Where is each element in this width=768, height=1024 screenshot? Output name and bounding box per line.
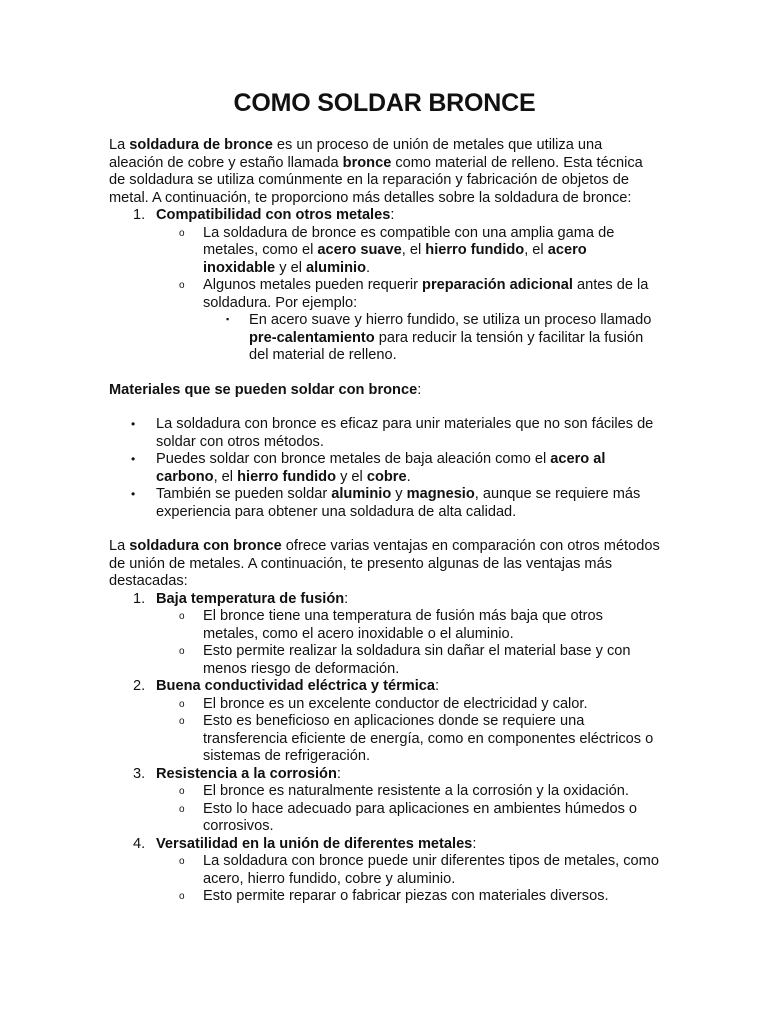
bold-term: bronce [342, 154, 392, 171]
circle-bullet-icon: o [179, 803, 185, 815]
list-item [109, 207, 660, 225]
sub-list-item [109, 801, 660, 836]
text-run: El bronce es naturalmente resistente a la corrosión y la oxidación. [203, 783, 629, 799]
list-heading: Versatilidad en la unión de diferentes metales [156, 835, 473, 852]
list-number: 1. [133, 590, 146, 607]
square-bullet-icon: ▪ [226, 314, 230, 324]
text-run: ofrece varias ventajas en comparación con otros métodos de unión de metales. A continuación, te presento algunas de las ventajas más destacadas: [109, 538, 660, 589]
intro-paragraph [109, 137, 660, 207]
bold-term: magnesio [406, 486, 475, 502]
bullet-icon: • [131, 487, 136, 501]
circle-bullet-icon: o [179, 891, 185, 902]
list-heading: Baja temperatura de fusión [156, 590, 345, 607]
bold-term: cobre [366, 468, 407, 485]
circle-bullet-icon: o [179, 786, 185, 797]
text-run: Esto lo hace adecuado para aplicaciones en ambientes húmedos o corrosivos. [203, 800, 638, 834]
text-run: antes de la soldadura. Por ejemplo: [203, 277, 649, 311]
circle-bullet-icon: o [179, 698, 185, 710]
list-item [109, 486, 660, 521]
text-run: y el [275, 259, 306, 276]
sub-list-item [109, 853, 660, 888]
list-item [109, 766, 660, 784]
list-item [109, 591, 660, 609]
list-heading: Resistencia a la corrosión [156, 765, 337, 782]
sub-list-item [109, 608, 660, 643]
sub-sub-list-item [109, 312, 660, 365]
spacer [109, 521, 660, 538]
list-heading: Compatibilidad con otros metales [156, 207, 391, 223]
text-run: es un proceso de unión de metales que utiliza una aleación de cobre y estaño llamada [109, 137, 603, 171]
text-run: , el [524, 242, 548, 258]
list-item [109, 836, 660, 854]
bullet-icon: • [131, 452, 136, 466]
list-item [109, 416, 660, 451]
page-title: COMO SOLDAR BRONCE [233, 89, 536, 117]
text-run: , el [213, 468, 238, 485]
list-number: 2. [133, 678, 146, 694]
text-run: y el [336, 468, 367, 485]
spacer [109, 365, 660, 382]
bold-term: soldadura con bronce [129, 538, 282, 554]
text-run: . [406, 468, 411, 485]
text-run: , el [401, 242, 426, 258]
text-run: Algunos metales pueden requerir [203, 277, 423, 293]
circle-bullet-icon: o [179, 227, 185, 239]
sub-list-item [109, 643, 660, 678]
bold-term: preparación adicional [422, 277, 573, 293]
bold-term: pre-calentamiento [249, 329, 375, 346]
sub-list-item [109, 277, 660, 312]
text-run: La soldadura con bronce es eficaz para unir materiales que no son fáciles de soldar con otros métodos. [156, 416, 654, 450]
circle-bullet-icon: o [179, 856, 185, 867]
text-run: : [344, 590, 349, 607]
list-item [109, 678, 660, 696]
text-run: : [435, 678, 440, 694]
circle-bullet-icon: o [179, 280, 185, 291]
circle-bullet-icon: o [179, 646, 185, 657]
text-run: En acero suave y hierro fundido, se utiliza un proceso llamado [249, 312, 652, 328]
spacer [109, 399, 660, 416]
bold-term: hierro fundido [425, 242, 525, 258]
text-run: El bronce es un excelente conductor de electricidad y calor. [203, 695, 588, 712]
list-heading: Buena conductividad eléctrica y térmica [156, 678, 436, 694]
text-run: La soldadura de bronce es compatible con una amplia gama de metales, como el [203, 224, 615, 258]
text-run: : [336, 765, 341, 782]
text-run: La [109, 538, 130, 554]
text-run: : [390, 207, 395, 223]
text-run: La soldadura con bronce puede unir diferentes tipos de metales, como acero, hierro fundido, cobre y aluminio. [203, 853, 659, 887]
text-run: Puedes soldar con bronce metales de baja aleación como el [156, 451, 551, 467]
circle-bullet-icon: o [179, 716, 185, 727]
text-run: : [472, 835, 477, 852]
text-run: El bronce tiene una temperatura de fusión más baja que otros metales, como el acero inoxidable o el aluminio. [203, 608, 603, 642]
list-number: 3. [133, 765, 146, 782]
advantages-list [109, 591, 660, 906]
compat-list [109, 207, 660, 365]
bold-term: hierro fundido [237, 468, 337, 485]
text-run: para reducir la tensión y facilitar la fusión del material de relleno. [249, 329, 644, 363]
text-run: : [417, 381, 422, 398]
text-run: Esto permite reparar o fabricar piezas con materiales diversos. [203, 888, 609, 904]
advantages-paragraph [109, 538, 660, 591]
bold-term: acero inoxidable [203, 242, 587, 276]
bold-term: Materiales que se pueden soldar con bronce [109, 381, 418, 398]
text-run: como material de relleno. Esta técnica de soldadura se utiliza comúnmente en la reparación y fabricación de objetos de metal. A continuación, te proporciono más detalles sobre la soldadura de bronce: [109, 154, 643, 206]
sub-list-item [109, 783, 660, 801]
materials-heading [109, 382, 660, 400]
sub-list-item [109, 713, 660, 766]
text-run: . [366, 259, 371, 276]
sub-list-item [109, 696, 660, 714]
bold-term: aluminio [306, 259, 366, 276]
bold-term: acero suave [317, 242, 402, 258]
sub-list-item [109, 888, 660, 906]
text-run: La [109, 137, 130, 153]
bold-term: soldadura de bronce [129, 137, 273, 153]
text-run: y [391, 486, 407, 502]
text-run: Esto es beneficioso en aplicaciones donde se requiere una transferencia eficiente de energía, como en componentes eléctricos o sistemas de refrigeración. [203, 713, 654, 764]
bold-term: aluminio [331, 486, 392, 502]
bold-term: acero al carbono [156, 451, 606, 485]
list-number: 4. [133, 835, 146, 852]
text-run: También se pueden soldar [156, 486, 332, 502]
list-item [109, 451, 660, 486]
materials-list [109, 416, 660, 521]
sub-list-item [109, 225, 660, 278]
bullet-icon: • [131, 417, 136, 431]
text-run: Esto permite realizar la soldadura sin dañar el material base y con menos riesgo de deformación. [203, 643, 631, 677]
list-number: 1. [133, 207, 146, 223]
text-run: , aunque se requiere más experiencia para obtener una soldadura de alta calidad. [156, 486, 641, 520]
circle-bullet-icon: o [179, 611, 185, 622]
